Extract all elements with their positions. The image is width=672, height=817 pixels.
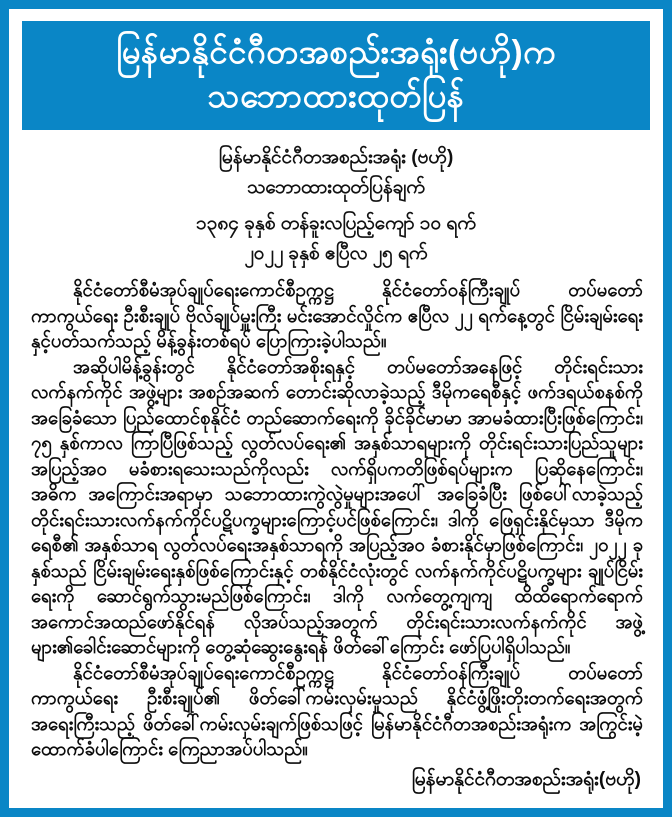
title-banner (22, 21, 650, 130)
document-heading-block (9, 143, 663, 269)
paragraph-2: အဆိုပါမိန့်ခွန်းတွင် နိုင်ငံတော်အစိုးရနှင့် တပ်မတော်အနေဖြင့် တိုင်းရင်းသားလက်နက်ကိုင် အဖွဲ့များ အစဉ်အဆက် တောင်းဆိုလာခဲ့သည့် ဒီမိုကရေစီနှင့် ဖက်ဒရယ်စနစ်ကို အခြေခံသော ပြည်ထောင်စုနိုင်ငံ တည်ဆောက်ရေးကို ခိုင်ခိုင်မာမာ အာမခံထားပြီးဖြစ်ကြောင်း၊ ၇၅ နှစ်ကာလ ကြာပြီဖြစ်သည့် လွတ်လပ်ရေး၏ အနှစ်သာရများကို တိုင်းရင်းသားပြည်သူများ အပြည့်အဝ မခံစားရသေးသည်ကိုလည်း လက်ရှိပကတိဖြစ်ရပ်များက ပြဆိုနေကြောင်း၊ အဓိက အကြောင်းအရာမှာ သဘောထားကွဲလွဲမှုများအပေါ် အခြေခံပြီး ဖြစ်ပေါ်လာခဲ့သည့် တိုင်းရင်းသားလက်နက်ကိုင်ပဋိပက္ခများကြောင့်ပင်ဖြစ်ကြောင်း၊ ဒါကို ဖြေရှင်းနိုင်မှသာ ဒီမိုကရေစီ၏ အနှစ်သာရ လွတ်လပ်ရေးအနှစ်သာရကို အပြည့်အဝ ခံစားနိုင်မှာဖြစ်ကြောင်း၊ ၂၀၂၂ ခုနှစ်သည် ငြိမ်းချမ်းရေးနှစ်ဖြစ်ကြောင်းနှင့် တစ်နိုင်ငံလုံးတွင် လက်နက်ကိုင်ပဋိပက္ခများ ချုပ်ငြိမ်းရေးကို ဆောင်ရွက်သွားမည်ဖြစ်ကြောင်း၊ ဒါကို လက်တွေ့ကျကျ ထိထိရောက်ရောက် အကောင်အထည်ဖော်နိုင်ရန် လိုအပ်သည့်အတွက် တိုင်းရင်းသားလက်နက်ကိုင် အဖွဲ့များ၏ခေါင်းဆောင်များကို တွေ့ဆုံဆွေးနွေးရန် ဖိတ်ခေါ်ကြောင်း ဖော်ပြပါရှိပါသည်။ (31, 355, 643, 657)
statement-body (31, 277, 643, 762)
date-group (9, 209, 663, 269)
date-myanmar-calendar: ၁၃၈၄ ခုနှစ် တန်ခူးလပြည့်ကျော် ၁၀ ရက် (196, 213, 476, 234)
date-gregorian: ၂၀၂၂ ခုနှစ် ဧပြီလ ၂၅ ရက် (244, 243, 428, 264)
paragraph-3: နိုင်ငံတော်စီမံအုပ်ချုပ်ရေးကောင်စီဥက္ကဋ္ဌ နိုင်ငံတော်ဝန်ကြီးချုပ် တပ်မတော်ကာကွယ်ရေး ဦးစီးချုပ်၏ ဖိတ်ခေါ်ကမ်းလှမ်းမှုသည် နိုင်ငံဖွံ့ဖြိုးတိုးတက်ရေးအတွက် အရေးကြီးသည့် ဖိတ်ခေါ်ကမ်းလှမ်းချက်ဖြစ်သဖြင့် မြန်မာနိုင်ငံဂီတအစည်းအရုံးက အကြွင်းမဲ့ထောက်ခံပါကြောင်း ကြေညာအပ်ပါသည်။ (31, 661, 643, 759)
paragraph-1: နိုင်ငံတော်စီမံအုပ်ချုပ်ရေးကောင်စီဥက္ကဋ္ဌ နိုင်ငံတော်ဝန်ကြီးချုပ် တပ်မတော်ကာကွယ်ရေး ဦးစီးချုပ် ဗိုလ်ချုပ်မှူးကြီး မင်းအောင်လှိုင်က ဧပြီလ ၂၂ ရက်နေ့တွင် ငြိမ်းချမ်းရေးနှင့်ပတ်သက်သည့် မိန့်ခွန်းတစ်ရပ် ပြောကြားခဲ့ပါသည်။ (31, 279, 643, 351)
signature-line: မြန်မာနိုင်ငံဂီတအစည်းအရုံး(ဗဟို) (411, 768, 641, 790)
banner-title-line-2: သဘောထားထုတ်ပြန် (207, 77, 465, 114)
document-type: သဘောထားထုတ်ပြန်ချက် (246, 177, 426, 198)
banner-title-line-1: မြန်မာနိုင်ငံဂီတအစည်းအရုံး(ဗဟို)က (116, 33, 556, 70)
organization-name: မြန်မာနိုင်ငံဂီတအစည်းအရုံး (ဗဟို) (218, 147, 454, 168)
